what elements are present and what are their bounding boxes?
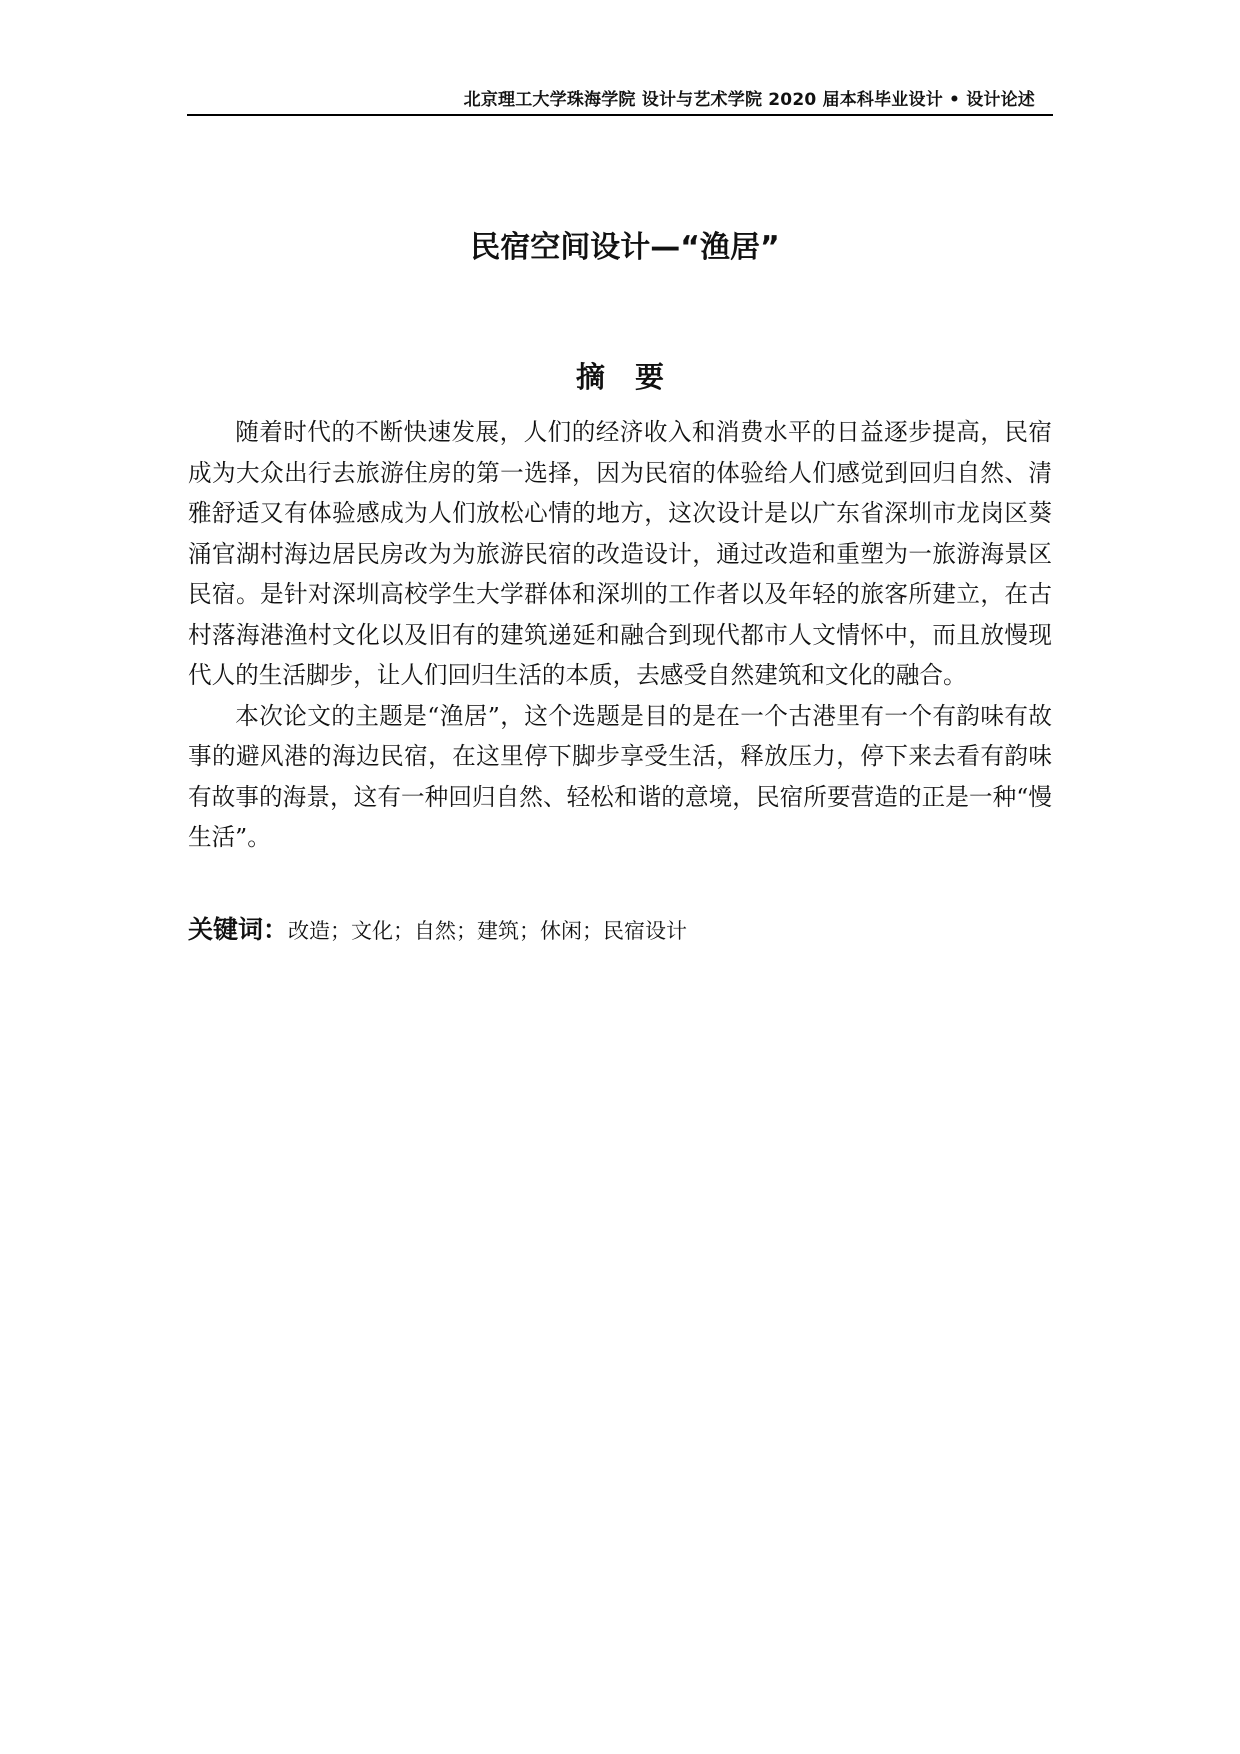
header-rule: [187, 114, 1053, 116]
abstract-heading: 摘要: [575, 360, 694, 394]
keywords-label: 关键词：: [188, 915, 289, 944]
running-header: 北京理工大学珠海学院 设计与艺术学院 2020 届本科毕业设计 • 设计论述: [463, 90, 1035, 110]
abstract-body: [188, 412, 1052, 858]
keywords-line: [188, 912, 1052, 950]
abstract-paragraph: 本次论文的主题是“渔居”，这个选题是目的是在一个古港里有一个有韵味有故事的避风港的海边民宿，在这里停下脚步享受生活，释放压力，停下来去看有韵味有故事的海景，这有一种回归自然、轻松和谐的意境，民宿所要营造的正是一种“慢生活”。: [188, 701, 1052, 851]
keywords-value: 改造；文化；自然；建筑；休闲；民宿设计: [288, 919, 688, 943]
document-title: 民宿空间设计—“渔居”: [470, 230, 780, 265]
abstract-paragraph: 随着时代的不断快速发展，人们的经济收入和消费水平的日益逐步提高，民宿成为大众出行去旅游住房的第一选择，因为民宿的体验给人们感觉到回归自然、清雅舒适又有体验感成为人们放松心情的地方，这次设计是以广东省深圳市龙岗区葵涌官湖村海边居民房改为为旅游民宿的改造设计，通过改造和重塑为一旅游海景区民宿。是针对深圳高校学生大学群体和深圳的工作者以及年轻的旅客所建立，在古村落海港渔村文化以及旧有的建筑递延和融合到现代都市人文情怀中，而且放慢现代人的生活脚步，让人们回归生活的本质，去感受自然建筑和文化的融合。: [188, 418, 1052, 689]
